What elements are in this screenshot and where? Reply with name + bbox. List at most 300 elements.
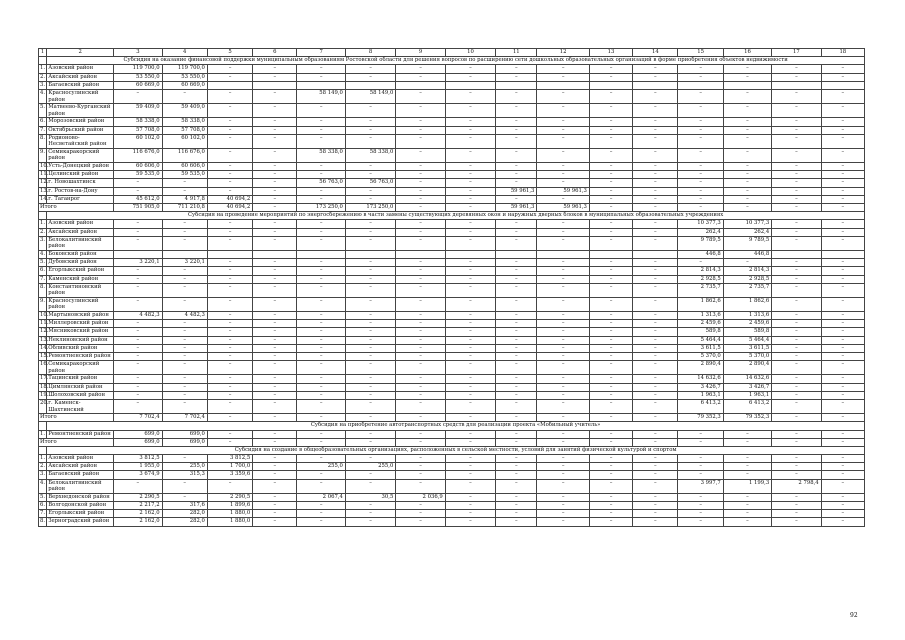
total-value: 7 702,4 — [114, 414, 162, 422]
value-cell: – — [537, 134, 590, 148]
value-cell: – — [445, 328, 495, 336]
value-cell: – — [396, 344, 445, 352]
value-cell: – — [633, 479, 678, 493]
value-cell: – — [633, 236, 678, 250]
value-cell: 1 700,0 — [207, 463, 252, 471]
value-cell: – — [162, 375, 207, 383]
value-cell: – — [162, 336, 207, 344]
value-cell: – — [589, 187, 632, 195]
value-cell: – — [207, 344, 252, 352]
value-cell: – — [496, 104, 537, 118]
row-number: 3. — [40, 81, 46, 88]
total-value: 699,0 — [114, 438, 162, 446]
column-number: 5 — [207, 49, 252, 57]
table-row — [39, 81, 865, 89]
column-number: 8 — [345, 49, 395, 57]
value-cell: – — [821, 518, 864, 526]
value-cell: 589,8 — [723, 328, 771, 336]
total-value: – — [821, 414, 864, 422]
value-cell: – — [162, 283, 207, 297]
value-cell: – — [396, 220, 445, 228]
district-name: Зерноградский район — [47, 518, 114, 526]
value-cell: 116 676,0 — [114, 148, 162, 162]
value-cell: – — [396, 399, 445, 413]
value-cell: – — [297, 344, 345, 352]
table-row — [39, 336, 865, 344]
value-cell: – — [678, 171, 723, 179]
value-cell: 262,4 — [723, 228, 771, 236]
value-cell: 3 359,6 — [207, 471, 252, 479]
value-cell: – — [633, 471, 678, 479]
value-cell: – — [207, 236, 252, 250]
value-cell: – — [445, 89, 495, 103]
value-cell: – — [678, 118, 723, 126]
value-cell: – — [589, 134, 632, 148]
value-cell: – — [297, 361, 345, 375]
value-cell: – — [345, 320, 395, 328]
value-cell: – — [297, 275, 345, 283]
value-cell: – — [445, 518, 495, 526]
total-value: 173 250,0 — [345, 204, 395, 212]
row-number: 13. — [40, 187, 49, 194]
value-cell: – — [772, 328, 821, 336]
value-cell — [253, 250, 297, 258]
value-cell: – — [396, 353, 445, 361]
value-cell: – — [114, 236, 162, 250]
value-cell: – — [589, 220, 632, 228]
value-cell — [297, 250, 345, 258]
value-cell: – — [445, 228, 495, 236]
value-cell: – — [821, 510, 864, 518]
value-cell: – — [207, 320, 252, 328]
value-cell: – — [445, 353, 495, 361]
value-cell: – — [297, 104, 345, 118]
value-cell: – — [114, 328, 162, 336]
value-cell: – — [253, 518, 297, 526]
table-row — [39, 297, 865, 311]
value-cell: 1 963,1 — [723, 391, 771, 399]
row-number: 1. — [40, 430, 46, 437]
value-cell: – — [114, 361, 162, 375]
row-number: 10. — [40, 163, 49, 170]
table-row — [39, 171, 865, 179]
value-cell: – — [821, 328, 864, 336]
value-cell: – — [297, 283, 345, 297]
district-name: Цимлянский район — [47, 383, 114, 391]
value-cell: 57 708,0 — [162, 126, 207, 134]
value-cell: – — [537, 259, 590, 267]
value-cell: – — [821, 195, 864, 203]
value-cell: – — [297, 65, 345, 73]
value-cell: – — [537, 220, 590, 228]
total-value: 751 905,0 — [114, 204, 162, 212]
row-number: 4. — [39, 89, 47, 103]
value-cell: – — [723, 493, 771, 501]
value-cell: – — [537, 236, 590, 250]
value-cell — [162, 250, 207, 258]
value-cell: – — [253, 126, 297, 134]
value-cell: 60 606,0 — [162, 163, 207, 171]
value-cell: – — [345, 73, 395, 81]
value-cell: 5 464,4 — [723, 336, 771, 344]
table-row — [39, 236, 865, 250]
table-row — [39, 383, 865, 391]
value-cell: – — [162, 361, 207, 375]
value-cell: – — [821, 228, 864, 236]
value-cell: – — [496, 312, 537, 320]
value-cell: – — [633, 344, 678, 352]
row-number: 12. — [40, 179, 49, 186]
value-cell: – — [345, 134, 395, 148]
table-row — [39, 361, 865, 375]
value-cell: – — [537, 283, 590, 297]
value-cell: – — [345, 259, 395, 267]
value-cell: – — [207, 163, 252, 171]
table-row — [39, 187, 865, 195]
value-cell: – — [772, 275, 821, 283]
column-number: 4 — [162, 49, 207, 57]
value-cell: – — [253, 493, 297, 501]
value-cell: – — [633, 399, 678, 413]
value-cell: – — [207, 73, 252, 81]
district-name: Белокалитвинский район — [47, 236, 114, 250]
value-cell: – — [537, 228, 590, 236]
value-cell: – — [207, 312, 252, 320]
total-value: 59 961,3 — [537, 204, 590, 212]
value-cell: – — [633, 134, 678, 148]
total-value: – — [678, 204, 723, 212]
value-cell: – — [772, 493, 821, 501]
value-cell: – — [396, 510, 445, 518]
value-cell: – — [589, 510, 632, 518]
value-cell: – — [678, 430, 723, 438]
value-cell: – — [678, 89, 723, 103]
row-number: 8. — [39, 283, 47, 297]
value-cell: – — [772, 399, 821, 413]
value-cell: – — [678, 471, 723, 479]
value-cell: – — [445, 297, 495, 311]
value-cell: – — [207, 89, 252, 103]
value-cell: 255,0 — [162, 463, 207, 471]
value-cell: – — [345, 328, 395, 336]
value-cell: – — [345, 399, 395, 413]
value-cell: 5 370,0 — [678, 353, 723, 361]
value-cell: – — [445, 510, 495, 518]
value-cell: – — [162, 455, 207, 463]
value-cell: – — [821, 118, 864, 126]
value-cell: 699,0 — [162, 430, 207, 438]
value-cell: – — [345, 187, 395, 195]
value-cell: – — [772, 391, 821, 399]
value-cell: – — [633, 361, 678, 375]
district-name: Октябрьский район — [47, 126, 114, 134]
district-name: Багаевский район — [47, 81, 114, 89]
value-cell: 2 162,0 — [114, 510, 162, 518]
row-number: 16. — [39, 361, 47, 375]
value-cell: – — [723, 163, 771, 171]
value-cell: – — [537, 518, 590, 526]
value-cell: – — [821, 73, 864, 81]
value-cell: – — [723, 195, 771, 203]
value-cell: – — [537, 104, 590, 118]
value-cell: – — [114, 275, 162, 283]
value-cell: 1 880,0 — [207, 510, 252, 518]
value-cell: 4 482,3 — [114, 312, 162, 320]
value-cell: – — [496, 283, 537, 297]
value-cell: – — [114, 391, 162, 399]
district-name: Волгодонской район — [47, 502, 114, 510]
value-cell: – — [445, 399, 495, 413]
value-cell: – — [821, 283, 864, 297]
value-cell: – — [678, 148, 723, 162]
value-cell: – — [537, 430, 590, 438]
value-cell: – — [723, 73, 771, 81]
value-cell: – — [496, 353, 537, 361]
value-cell: – — [253, 320, 297, 328]
value-cell: – — [537, 502, 590, 510]
value-cell: – — [445, 493, 495, 501]
value-cell: – — [678, 65, 723, 73]
value-cell: – — [297, 430, 345, 438]
value-cell: – — [396, 391, 445, 399]
value-cell: – — [396, 471, 445, 479]
value-cell: – — [723, 148, 771, 162]
value-cell: – — [537, 479, 590, 493]
value-cell: – — [297, 479, 345, 493]
value-cell: – — [396, 163, 445, 171]
value-cell: – — [589, 297, 632, 311]
value-cell: – — [396, 430, 445, 438]
value-cell: – — [821, 502, 864, 510]
value-cell: 446,8 — [723, 250, 771, 258]
value-cell: – — [207, 479, 252, 493]
value-cell: – — [297, 118, 345, 126]
value-cell: – — [345, 361, 395, 375]
value-cell: – — [253, 236, 297, 250]
value-cell: – — [345, 65, 395, 73]
value-cell: – — [207, 353, 252, 361]
district-name: Егорлыкский район — [47, 510, 114, 518]
value-cell: – — [445, 455, 495, 463]
value-cell: – — [445, 471, 495, 479]
value-cell: – — [589, 518, 632, 526]
value-cell: – — [496, 328, 537, 336]
total-value: – — [633, 438, 678, 446]
value-cell: – — [114, 283, 162, 297]
value-cell: – — [772, 104, 821, 118]
value-cell: – — [678, 510, 723, 518]
value-cell: – — [297, 312, 345, 320]
row-number: 13. — [40, 336, 49, 343]
row-number: 11. — [40, 171, 49, 178]
value-cell: – — [345, 171, 395, 179]
value-cell: – — [114, 344, 162, 352]
value-cell: – — [589, 502, 632, 510]
value-cell: – — [633, 104, 678, 118]
value-cell: – — [772, 187, 821, 195]
value-cell: – — [772, 228, 821, 236]
value-cell: – — [537, 118, 590, 126]
value-cell: – — [772, 463, 821, 471]
value-cell: – — [633, 65, 678, 73]
value-cell: – — [537, 320, 590, 328]
value-cell: – — [723, 89, 771, 103]
value-cell: – — [396, 171, 445, 179]
value-cell: – — [496, 220, 537, 228]
district-name: Красносулинский район — [47, 89, 114, 103]
value-cell: 589,8 — [678, 328, 723, 336]
value-cell: – — [345, 236, 395, 250]
value-cell — [253, 81, 297, 89]
value-cell: – — [821, 383, 864, 391]
value-cell: – — [297, 502, 345, 510]
value-cell: 255,0 — [297, 463, 345, 471]
value-cell: – — [821, 336, 864, 344]
value-cell: – — [537, 312, 590, 320]
total-row — [39, 204, 865, 212]
value-cell: – — [445, 391, 495, 399]
value-cell: 40 694,2 — [207, 195, 252, 203]
value-cell: 3 812,5 — [207, 455, 252, 463]
value-cell: – — [678, 455, 723, 463]
district-name: г. Таганрог — [47, 195, 114, 203]
total-value: – — [297, 438, 345, 446]
value-cell: – — [537, 195, 590, 203]
value-cell: – — [633, 283, 678, 297]
total-value: 79 352,3 — [678, 414, 723, 422]
value-cell: – — [821, 391, 864, 399]
value-cell: – — [772, 455, 821, 463]
value-cell: – — [821, 267, 864, 275]
value-cell: – — [678, 187, 723, 195]
value-cell: – — [396, 283, 445, 297]
value-cell: – — [723, 179, 771, 187]
value-cell: – — [496, 375, 537, 383]
value-cell — [207, 81, 252, 89]
value-cell: – — [297, 228, 345, 236]
section-title-row — [39, 422, 865, 430]
value-cell: – — [445, 134, 495, 148]
value-cell: – — [821, 220, 864, 228]
district-name: Багаевский район — [47, 471, 114, 479]
column-number: 16 — [723, 49, 771, 57]
value-cell: 119 700,0 — [162, 65, 207, 73]
value-cell: – — [345, 297, 395, 311]
table-row — [39, 493, 865, 501]
value-cell: – — [297, 375, 345, 383]
value-cell: – — [253, 148, 297, 162]
value-cell: – — [772, 236, 821, 250]
value-cell: – — [589, 89, 632, 103]
district-name: Семикаракорский район — [47, 148, 114, 162]
value-cell: – — [772, 297, 821, 311]
value-cell: – — [772, 336, 821, 344]
value-cell: – — [253, 89, 297, 103]
value-cell: – — [297, 399, 345, 413]
value-cell: – — [496, 361, 537, 375]
value-cell — [678, 81, 723, 89]
column-number: 3 — [114, 49, 162, 57]
value-cell: – — [207, 134, 252, 148]
value-cell: 2 290,5 — [114, 493, 162, 501]
district-name: Аксайский район — [47, 463, 114, 471]
value-cell: – — [297, 134, 345, 148]
value-cell: – — [633, 502, 678, 510]
value-cell: – — [253, 73, 297, 81]
value-cell: – — [253, 228, 297, 236]
value-cell: – — [589, 228, 632, 236]
value-cell: – — [723, 502, 771, 510]
value-cell: 2 928,5 — [723, 275, 771, 283]
row-number: 1. — [40, 455, 46, 462]
value-cell: – — [496, 510, 537, 518]
table-row — [39, 502, 865, 510]
row-number: 4. — [40, 250, 46, 257]
value-cell: – — [537, 391, 590, 399]
value-cell: 2 217,2 — [114, 502, 162, 510]
total-value: – — [633, 204, 678, 212]
value-cell: – — [253, 399, 297, 413]
value-cell: – — [589, 361, 632, 375]
table-body — [39, 49, 865, 527]
value-cell: – — [537, 171, 590, 179]
value-cell: – — [396, 518, 445, 526]
value-cell: – — [396, 259, 445, 267]
value-cell: – — [207, 375, 252, 383]
value-cell: – — [297, 163, 345, 171]
section-title: Субсидия на приобретение автотранспортных средств для реализации проекта «Мобильный учитель» — [47, 422, 865, 430]
value-cell: – — [589, 267, 632, 275]
value-cell: – — [821, 126, 864, 134]
table-row — [39, 104, 865, 118]
value-cell: – — [496, 502, 537, 510]
value-cell: – — [537, 471, 590, 479]
row-number: 6. — [40, 118, 46, 125]
value-cell: – — [207, 228, 252, 236]
district-name: Боковский район — [47, 250, 114, 258]
table-row — [39, 518, 865, 526]
value-cell: – — [589, 353, 632, 361]
value-cell: – — [496, 65, 537, 73]
value-cell: – — [772, 383, 821, 391]
value-cell: – — [821, 479, 864, 493]
value-cell: – — [537, 126, 590, 134]
value-cell: – — [162, 391, 207, 399]
district-name: Азовский район — [47, 455, 114, 463]
value-cell: – — [253, 430, 297, 438]
value-cell: – — [396, 275, 445, 283]
table-row — [39, 89, 865, 103]
value-cell: – — [723, 259, 771, 267]
total-value: 173 250,0 — [297, 204, 345, 212]
district-name: Неклиновский район — [47, 336, 114, 344]
value-cell: – — [162, 236, 207, 250]
value-cell: – — [633, 328, 678, 336]
value-cell: – — [345, 455, 395, 463]
value-cell — [345, 250, 395, 258]
district-name: Егорлыкский район — [47, 267, 114, 275]
value-cell: – — [207, 297, 252, 311]
value-cell: – — [723, 126, 771, 134]
value-cell: – — [297, 73, 345, 81]
total-value: – — [633, 414, 678, 422]
value-cell: – — [496, 297, 537, 311]
value-cell: – — [445, 259, 495, 267]
value-cell: – — [445, 163, 495, 171]
row-number: 3. — [40, 471, 46, 478]
total-value: 711 210,8 — [162, 204, 207, 212]
value-cell: – — [678, 134, 723, 148]
